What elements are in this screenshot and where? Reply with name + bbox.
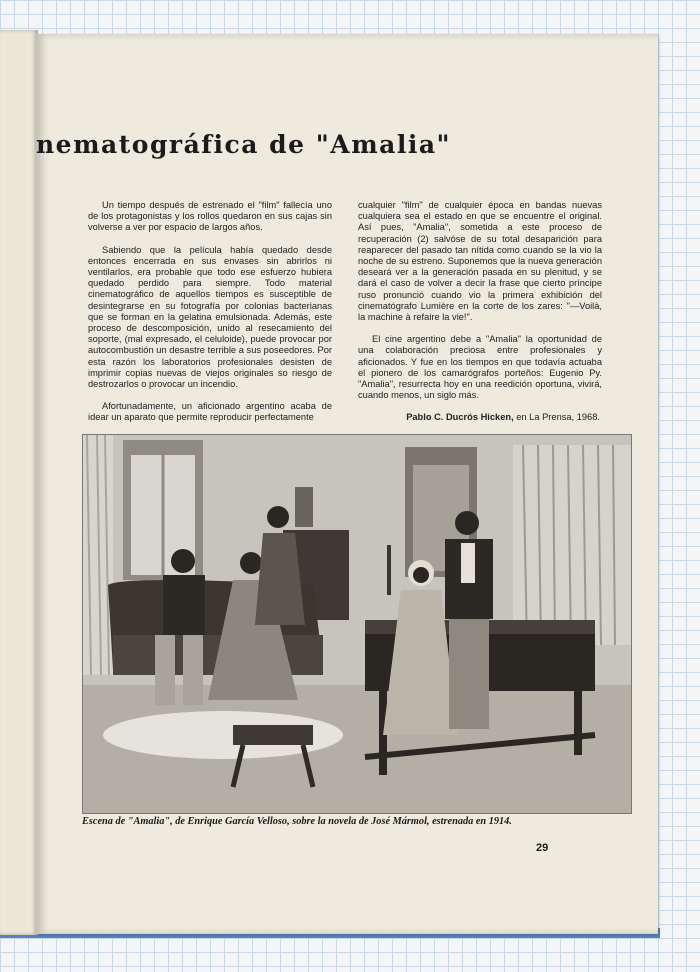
left-page-edge (0, 30, 38, 935)
paragraph: El cine argentino debe a "Amalia" la oportunidad de una colaboración preciosa entre profesionales y aficionados. Y fue en los tiempos en que todavía actuaba el pionero de los camarógrafos porteños: Eugenio Py. "Amalia", resurrecta hoy en una reedición oportuna, vivirá, cuando menos, un siglo más. (358, 334, 602, 401)
paragraph: Sabiendo que la película había quedado desde entonces encerrada en sus envases sin abrirlos ni ventilarlos, era probable que todo ese esfuerzo hubiera quedado perdido para siempre. Todo material cinematográfico de aquellos tiempos es susceptible de desintegrarse en su fotografía por colonias bacterianas que se forman en la gelatina emulsionada. Además, este proceso de descomposición, unido al resecamiento del soporte, (mal expresado, el celuloide), puede provocar por autocombustión un desastre terrible a sus poseedores. Por esta razón los laboratorios profesionales desisten de imprimir copias nuevas de viejos originales so riesgo de destrozarlos o provocar un incendio. (88, 244, 332, 390)
photo-caption: Escena de "Amalia", de Enrique García Velloso, sobre la novela de José Mármol, estrenada en 1914. (82, 816, 512, 827)
signature (358, 412, 602, 423)
page-number: 29 (536, 842, 549, 854)
paragraph: Afortunadamente, un aficionado argentino acaba de idear un aparato que permite reproducir perfectamente (88, 401, 332, 423)
text-column-right (358, 200, 602, 424)
film-still-photo (82, 434, 632, 814)
film-still-illustration (83, 435, 631, 813)
magazine-page (36, 34, 658, 934)
signature-author: Pablo C. Ducrós Hicken, (406, 412, 514, 423)
article-title: nematográfica de "Amalia" (36, 130, 452, 159)
paragraph: Un tiempo después de estrenado el "film" fallecía uno de los protagonistas y los rollos quedaron en sus cajas sin volverse a ver por espacio de largos años. (88, 200, 332, 233)
text-column-left (88, 200, 332, 435)
paragraph: cualquier "film" de cualquier época en bandas nuevas cualquiera sea el estado en que se encuentre el original. Así pues, "Amalia", sometida a este proceso de recuperación (2) salvóse de su total desaparición para reaparecer del pasado tan nítida como cuando se la vio la noche de su estreno. Suponemos que la nueva generación deseará ver a la generación pasada en su plenitud, y se dará el caso de volver a decir la frase que cierto príncipe ruso pronunció cuando vio la primera exhibición del cinematógrafo Lumière en la corte de los zares: "—Voilà, la machine à refaire la vie!". (358, 200, 602, 323)
signature-source: en La Prensa, 1968. (516, 412, 600, 423)
